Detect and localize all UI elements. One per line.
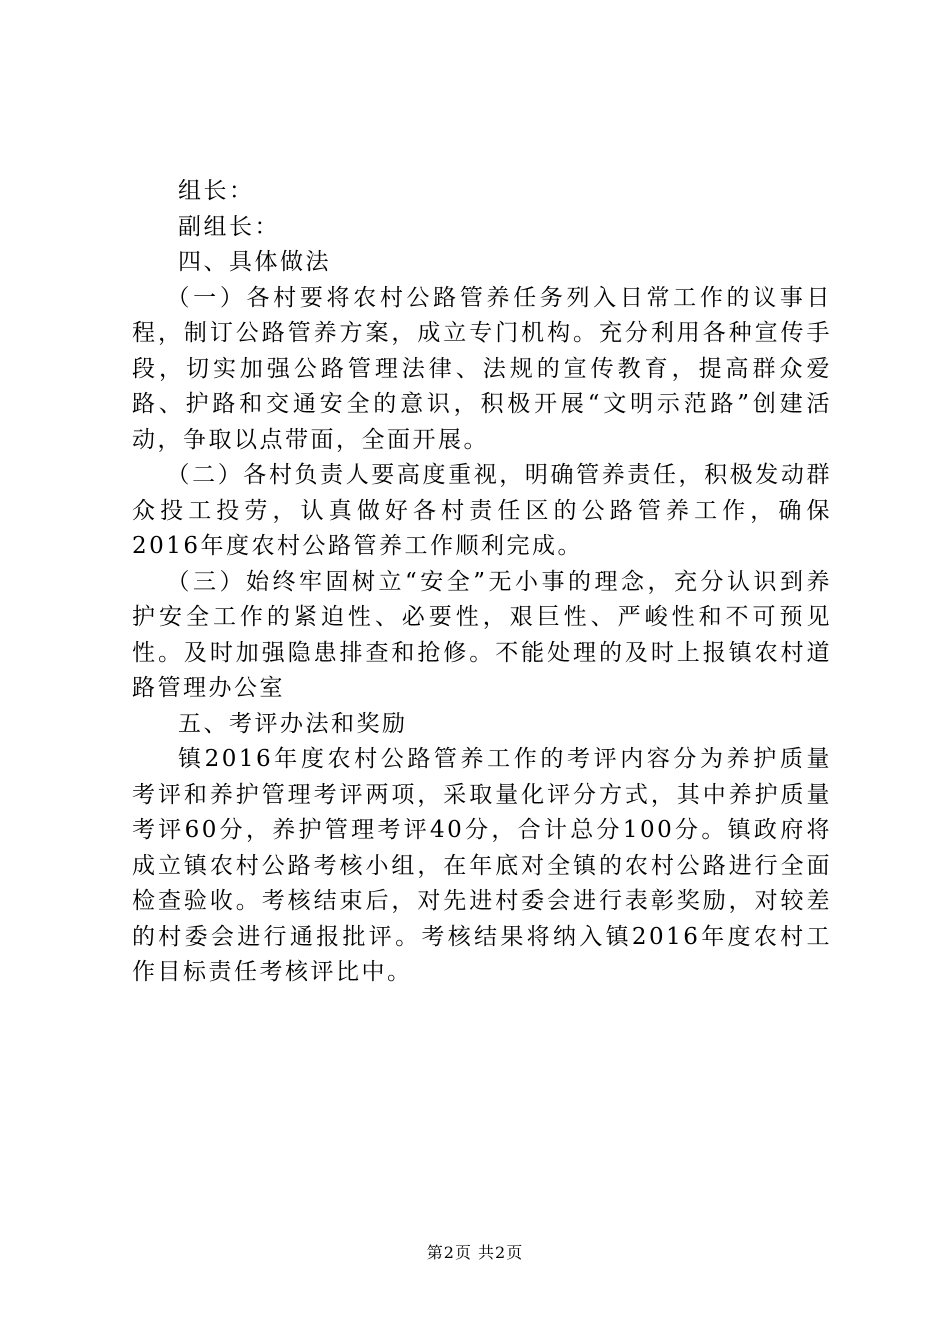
paragraph-item-three: （三）始终牢固树立“安全”无小事的理念，充分认识到养护安全工作的紧迫性、必要性，艰巨性、严峻性和不可预见性。及时加强隐患排查和抢修。不能处理的及时上报镇农村道路管理办公室 <box>132 568 832 701</box>
paragraph-evaluation: 镇2016年度农村公路管养工作的考评内容分为养护质量考评和养护管理考评两项，采取量化评分方式，其中养护质量考评60分，养护管理考评40分，合计总分100分。镇政府将成立镇农村公路考核小组，在年底对全镇的农村公路进行全面检查验收。考核结束后，对先进村委会进行表彰奖励，对较差的村委会进行通报批评。考核结果将纳入镇2016年度农村工作目标责任考核评比中。 <box>132 746 832 985</box>
paragraph-deputy-leader: 副组长： <box>178 213 280 240</box>
paragraph-item-one: （一）各村要将农村公路管养任务列入日常工作的议事日程，制订公路管养方案，成立专门机构。充分利用各种宣传手段，切实加强公路管理法律、法规的宣传教育，提高群众爱路、护路和交通安全的意识，积极开展“文明示范路”创建活动，争取以点带面，全面开展。 <box>132 284 832 453</box>
paragraph-item-two: （二）各村负责人要高度重视，明确管养责任，积极发动群众投工投劳，认真做好各村责任区的公路管养工作，确保2016年度农村公路管养工作顺利完成。 <box>132 462 832 559</box>
page-footer <box>0 1243 950 1263</box>
page-number: 第2页 共2页 <box>426 1243 524 1262</box>
document-body <box>132 174 832 991</box>
heading-section-four: 四、具体做法 <box>178 249 331 275</box>
paragraph-group-leader: 组长： <box>178 178 255 204</box>
heading-section-five: 五、考评办法和奖励 <box>178 710 408 737</box>
